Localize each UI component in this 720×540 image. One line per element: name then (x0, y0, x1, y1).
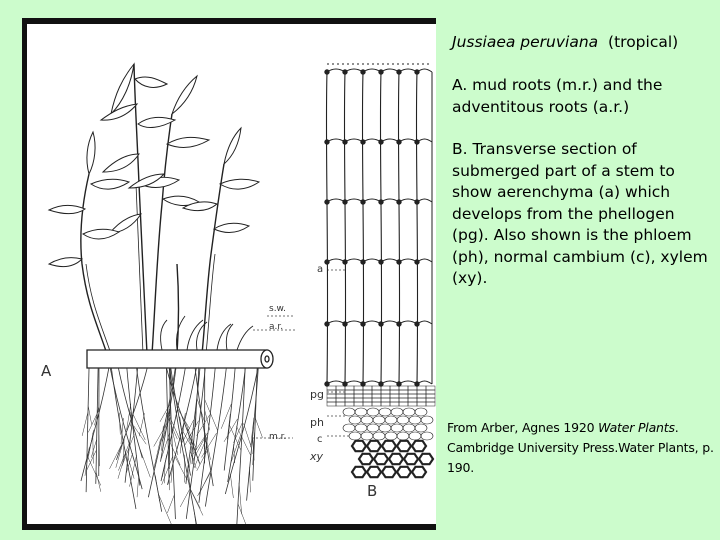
label-mr: m.r. (269, 432, 287, 442)
phellogen-cell (408, 386, 417, 390)
xylem-cell (412, 441, 426, 451)
phellogen-cell (390, 402, 399, 406)
phloem-cell (391, 424, 403, 432)
phellogen-cell (417, 386, 426, 390)
xylem-cell (397, 441, 411, 451)
rhizome (87, 350, 273, 368)
phellogen-cell (327, 386, 336, 390)
label-c: c (317, 434, 323, 445)
phellogen-cell (372, 398, 381, 402)
phloem-cell (379, 424, 391, 432)
xylem-cell (382, 441, 396, 451)
cell-junction (325, 322, 329, 326)
mud-root (96, 368, 98, 484)
cell-junction (325, 200, 329, 204)
cell-junction (379, 322, 383, 326)
xylem-cell (374, 454, 388, 464)
phellogen-cell (345, 386, 354, 390)
credit-prefix: From Arber, Agnes 1920 (447, 420, 599, 435)
phellogen-cell (354, 394, 363, 398)
cell-wall (344, 72, 345, 384)
phellogen-cell (408, 390, 417, 394)
phellogen-cell (345, 394, 354, 398)
species-name: Jussiaea peruviana (452, 33, 599, 51)
cell-wall (398, 72, 399, 384)
xylem-cell (382, 467, 396, 477)
phellogen-cell (363, 402, 372, 406)
phellogen-cell (372, 386, 381, 390)
cell-wall (327, 321, 345, 324)
cell-junction (397, 70, 401, 74)
xylem-cell (419, 454, 433, 464)
phellogen-cell (372, 394, 381, 398)
phellogen-cell (399, 402, 408, 406)
root-hair (197, 397, 205, 421)
source-credit (447, 418, 717, 478)
xylem-cell (352, 441, 366, 451)
cell-wall (362, 72, 363, 384)
cell-junction (343, 322, 347, 326)
phellogen-cell (354, 386, 363, 390)
phloem-cell (397, 432, 409, 440)
phloem-cell (343, 424, 355, 432)
label-xy: xy (310, 450, 324, 463)
cell-wall (363, 259, 381, 262)
phloem-cell (349, 432, 361, 440)
mud-roots (81, 368, 263, 524)
cell-junction (325, 70, 329, 74)
phellogen-cell (381, 390, 390, 394)
cell-junction (415, 140, 419, 144)
cell-junction (379, 200, 383, 204)
root-hair (180, 488, 190, 507)
cell-junction (361, 322, 365, 326)
cell-wall (363, 199, 381, 202)
phellogen-cell (327, 394, 336, 398)
phloem-cell (379, 408, 391, 416)
phloem-cell (421, 416, 433, 424)
phellogen-cell (381, 402, 390, 406)
cell-wall (399, 259, 417, 262)
cell-wall (381, 139, 399, 142)
cell-wall (345, 259, 363, 262)
phloem-cell (409, 432, 421, 440)
phloem-cell (367, 424, 379, 432)
cell-wall (399, 321, 417, 324)
cell-wall (381, 259, 399, 262)
cell-junction (415, 200, 419, 204)
xylem-cell (352, 467, 366, 477)
phloem-cell (409, 416, 421, 424)
root-hair (154, 439, 160, 468)
phloem-cell (355, 408, 367, 416)
cell-wall (399, 199, 417, 202)
cell-wall (327, 259, 345, 262)
phellogen-cell (426, 402, 435, 406)
cell-junction (379, 140, 383, 144)
phloem-cell (373, 432, 385, 440)
root-hair (88, 406, 92, 425)
cell-junction (325, 382, 329, 386)
cell-junction (415, 70, 419, 74)
phellogen-cell (363, 390, 372, 394)
cell-junction (397, 322, 401, 326)
root-hair (230, 474, 233, 498)
cell-wall (363, 69, 381, 72)
root-hair (255, 418, 262, 438)
cell-junction (361, 140, 365, 144)
cell-junction (343, 140, 347, 144)
phloem-cell (355, 424, 367, 432)
phellogen-cell (408, 402, 417, 406)
xylem-cell (359, 454, 373, 464)
phellogen-cell (408, 398, 417, 402)
phellogen-cell (363, 398, 372, 402)
phellogen-cell (336, 398, 345, 402)
phellogen-cell (426, 386, 435, 390)
phloem-cell (373, 416, 385, 424)
phellogen-cell (390, 386, 399, 390)
label-sw: s.w. (269, 304, 286, 314)
root-hair (175, 456, 188, 480)
xylem-cell (397, 467, 411, 477)
phellogen-cell (354, 398, 363, 402)
phellogen-cell (417, 394, 426, 398)
botanical-figure (22, 18, 436, 530)
cell-junction (415, 260, 419, 264)
aerenchyma-section (325, 64, 435, 477)
cell-wall (416, 72, 417, 384)
phellogen-cell (372, 390, 381, 394)
cell-wall (399, 381, 417, 384)
xylem-cell (404, 454, 418, 464)
cell-junction (361, 382, 365, 386)
phellogen-cell (390, 390, 399, 394)
cell-wall (363, 381, 381, 384)
root-hair (128, 457, 134, 479)
root-hair (244, 423, 251, 445)
phloem-cell (367, 408, 379, 416)
cell-junction (343, 260, 347, 264)
caption-title (452, 32, 712, 54)
habitat-note: (tropical) (608, 33, 679, 51)
phloem-cell (385, 432, 397, 440)
cell-wall (399, 69, 417, 72)
caption-item-a: A. mud roots (m.r.) and the adventitous roots (a.r.) (452, 76, 663, 116)
phellogen-cell (327, 398, 336, 402)
label-pg: pg (310, 388, 324, 401)
cell-junction (397, 140, 401, 144)
phellogen-cell (372, 402, 381, 406)
cell-wall (381, 381, 399, 384)
root-hair (234, 444, 235, 463)
root-hair (155, 476, 159, 502)
phellogen-cell (399, 398, 408, 402)
cell-junction (397, 382, 401, 386)
phellogen-cell (417, 402, 426, 406)
cell-junction (415, 382, 419, 386)
phloem-cell (403, 408, 415, 416)
phellogen-cell (399, 386, 408, 390)
mud-root (205, 368, 226, 507)
phellogen-cell (354, 390, 363, 394)
xylem-cell (367, 441, 381, 451)
phellogen-cell (327, 402, 336, 406)
cell-wall (363, 139, 381, 142)
cell-junction (343, 70, 347, 74)
cell-junction (361, 200, 365, 204)
phellogen-cell (336, 402, 345, 406)
phellogen-cell (336, 386, 345, 390)
phloem-cell (415, 424, 427, 432)
cell-wall (380, 72, 381, 384)
credit-suffix: . Cambridge University Press.Water Plants, p. 190. (447, 420, 714, 475)
phloem-cell (385, 416, 397, 424)
phellogen-cell (426, 390, 435, 394)
phellogen-cell (381, 386, 390, 390)
cell-wall (327, 381, 345, 384)
root-hair (238, 504, 247, 524)
phloem-cell (361, 432, 373, 440)
phloem-cell (403, 424, 415, 432)
cell-wall (381, 69, 399, 72)
label-ph: ph (310, 416, 324, 429)
phellogen-cell (426, 398, 435, 402)
cell-wall (345, 199, 363, 202)
xylem-cell (389, 454, 403, 464)
xylem-cell (412, 467, 426, 477)
cell-wall (381, 321, 399, 324)
phellogen-cell (381, 398, 390, 402)
cell-wall (345, 321, 363, 324)
cell-wall (381, 199, 399, 202)
cell-junction (325, 260, 329, 264)
mud-root (237, 368, 245, 524)
phellogen-cell (381, 394, 390, 398)
phellogen-cell (426, 394, 435, 398)
phellogen-cell (417, 390, 426, 394)
label-ar: a.r. (269, 322, 284, 332)
phellogen-cell (390, 398, 399, 402)
phellogen-cell (390, 394, 399, 398)
phellogen-cell (399, 394, 408, 398)
label-panel-a: A (41, 362, 52, 380)
cell-wall (326, 72, 327, 384)
cell-junction (343, 200, 347, 204)
cell-wall (363, 321, 381, 324)
cell-wall (345, 381, 363, 384)
xylem-cell (367, 467, 381, 477)
mud-root (186, 368, 205, 519)
root-hair (140, 449, 150, 478)
phellogen-cell (417, 398, 426, 402)
label-panel-b: B (367, 482, 378, 500)
root-hair (109, 445, 121, 469)
cell-junction (415, 322, 419, 326)
phellogen-cell (345, 390, 354, 394)
phellogen-cell (345, 402, 354, 406)
cell-junction (343, 382, 347, 386)
label-a: a (317, 264, 324, 275)
root-hair (250, 467, 251, 492)
plant-illustration (27, 24, 436, 524)
cell-wall (399, 139, 417, 142)
cell-junction (397, 200, 401, 204)
phloem-cell (361, 416, 373, 424)
phellogen-cell (408, 394, 417, 398)
cell-junction (325, 140, 329, 144)
cell-wall (327, 199, 345, 202)
cell-junction (379, 382, 383, 386)
cell-junction (379, 70, 383, 74)
phellogen-cell (363, 394, 372, 398)
mud-root (247, 368, 259, 501)
cell-junction (379, 260, 383, 264)
cell-wall (327, 69, 345, 72)
phloem-cell (391, 408, 403, 416)
phloem-cell (415, 408, 427, 416)
cell-junction (361, 70, 365, 74)
cell-wall (345, 69, 363, 72)
root-hair (159, 495, 172, 524)
phloem-cell (421, 432, 433, 440)
phellogen-cell (399, 390, 408, 394)
phloem-cell (397, 416, 409, 424)
cell-wall (345, 139, 363, 142)
phloem-cell (349, 416, 361, 424)
phellogen-cell (345, 398, 354, 402)
credit-title: Water Plants (598, 420, 675, 435)
phloem-cell (343, 408, 355, 416)
mud-root (86, 368, 89, 492)
cell-wall (327, 139, 345, 142)
cell-junction (361, 260, 365, 264)
cell-junction (397, 260, 401, 264)
root-hair (167, 495, 174, 513)
phellogen-cell (363, 386, 372, 390)
root-hair (137, 476, 139, 497)
phellogen-cell (336, 394, 345, 398)
caption-item-b: B. Transverse section of submerged part of a stem to show aerenchyma (a) which develops from the phellogen (pg). Also shown is the phloem (ph), normal cambium (c), xylem (xy). (452, 140, 708, 287)
phellogen-cell (354, 402, 363, 406)
